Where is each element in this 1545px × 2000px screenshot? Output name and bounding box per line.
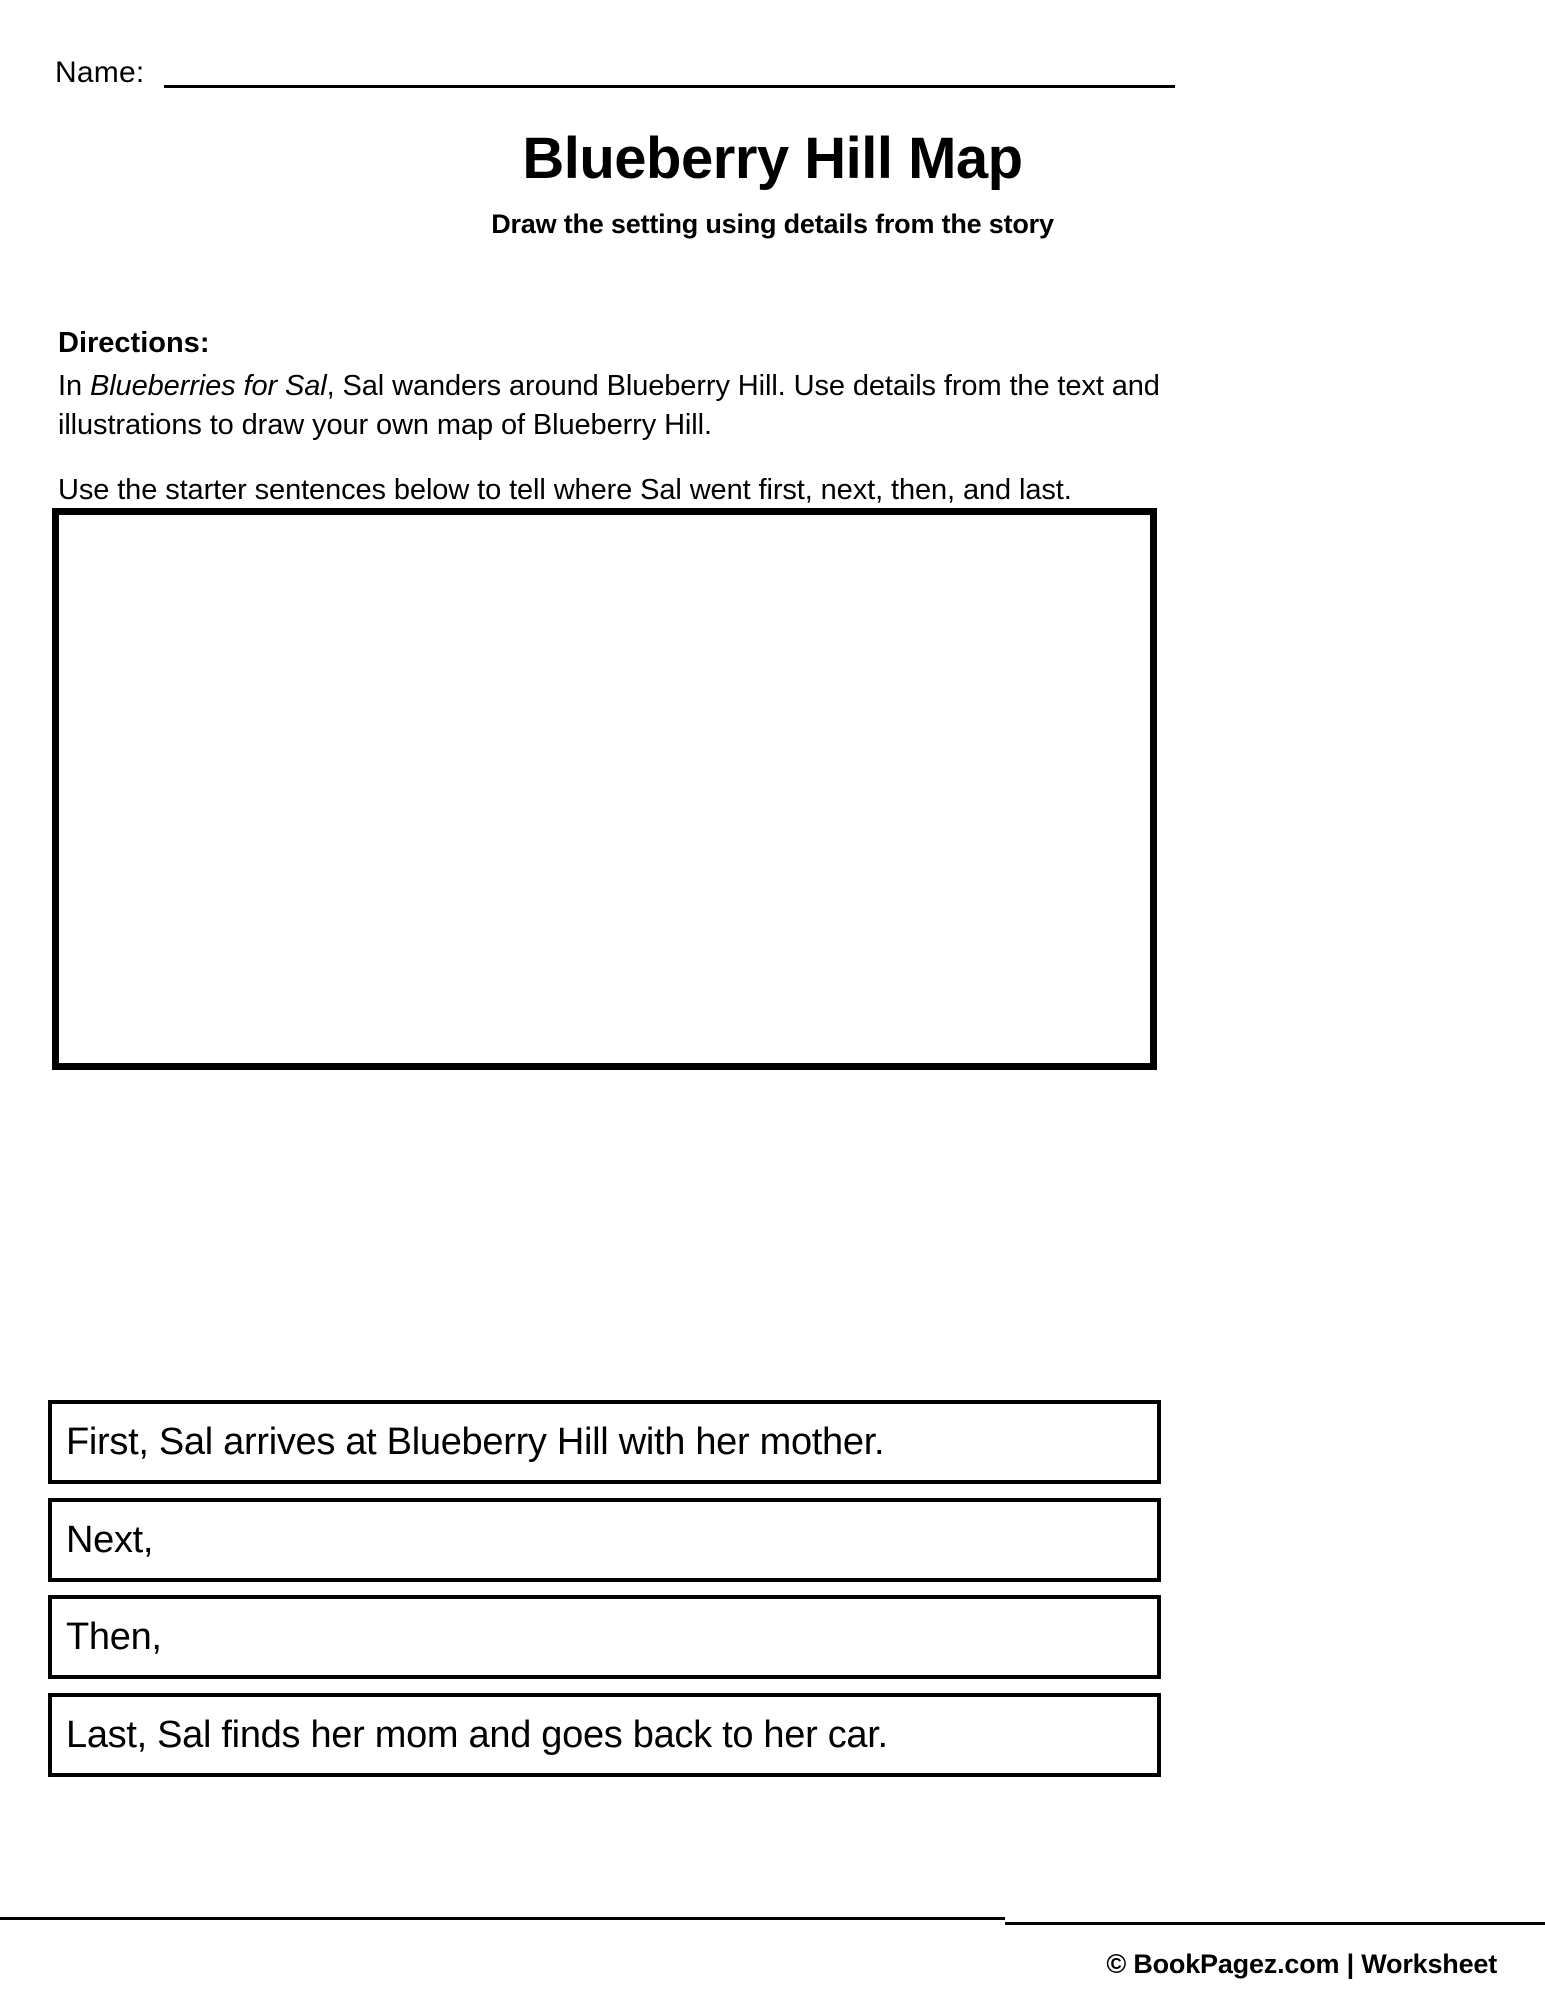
footer-divider-right [1005, 1922, 1545, 1925]
directions-p1-rest: , Sal wanders around Blueberry Hill. Use details from the text and illustrations to draw your own map of Blueberry Hill. [58, 370, 1160, 441]
drawing-area[interactable] [52, 508, 1157, 1070]
footer-attribution: © BookPagez.com | Worksheet [1106, 1949, 1497, 1979]
sentence-starter-box-first[interactable] [48, 1400, 1161, 1484]
footer-divider-left [0, 1917, 1005, 1920]
sentence-starter-text: First, Sal arrives at Blueberry Hill with her mother. [66, 1421, 885, 1463]
name-row [55, 46, 1175, 92]
name-input-line[interactable] [164, 85, 1175, 88]
sentence-starter-box-then[interactable] [48, 1595, 1161, 1679]
sentence-starter-text: Last, Sal finds her mom and goes back to her car. [66, 1714, 888, 1756]
page-title: Blueberry Hill Map [522, 126, 1023, 191]
directions-paragraph-1 [58, 367, 1168, 445]
directions-paragraph-2: Use the starter sentences below to tell where Sal went first, next, then, and last. [58, 474, 1072, 506]
directions-heading: Directions: [58, 327, 210, 359]
sentence-starter-box-next[interactable] [48, 1498, 1161, 1582]
page-subtitle: Draw the setting using details from the story [491, 209, 1054, 239]
sentence-starter-text: Then, [66, 1616, 162, 1658]
sentence-starter-text: Next, [66, 1519, 154, 1561]
directions-p1-lead: In [58, 370, 90, 402]
book-title: Blueberries for Sal [89, 370, 327, 402]
sentence-starter-box-last[interactable] [48, 1693, 1161, 1777]
name-label: Name: [55, 56, 145, 89]
